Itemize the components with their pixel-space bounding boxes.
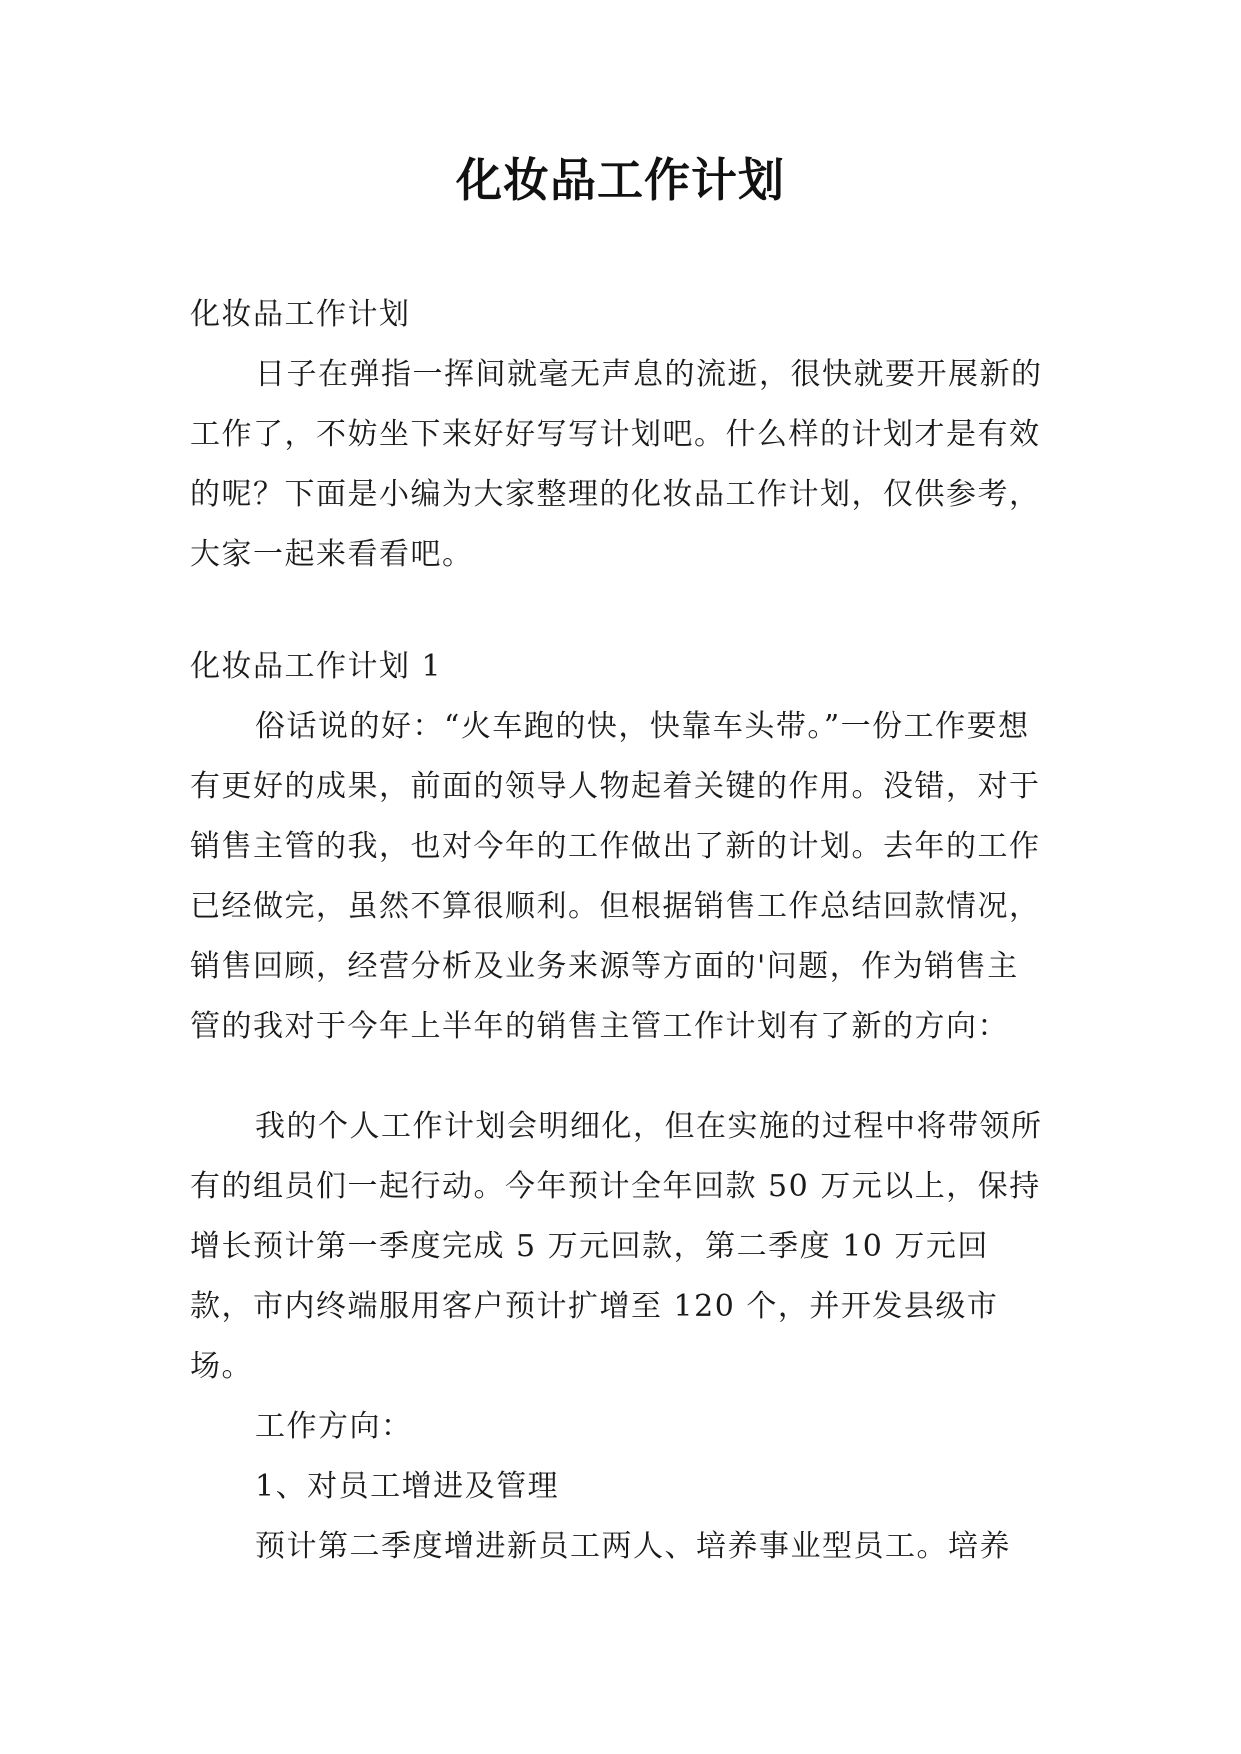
document-title: 化妆品工作计划 bbox=[456, 153, 785, 207]
section-heading: 化妆品工作计划 1 bbox=[190, 649, 443, 684]
work-direction-label: 工作方向： bbox=[255, 1409, 413, 1444]
list-item-text-1: 预计第二季度增进新员工两人、培养事业型员工。培养 bbox=[255, 1529, 1011, 1564]
intro-paragraph: 日子在弹指一挥间就毫无声息的流逝，很快就要开展新的工作了，不妨坐下来好好写写计划吧。什么样的计划才是有效的呢？下面是小编为大家整理的化妆品工作计划，仅供参考，大家一起来看看吧。 bbox=[190, 357, 1043, 572]
list-item-heading-1: 1、对员工增进及管理 bbox=[255, 1469, 560, 1504]
intro-heading: 化妆品工作计划 bbox=[190, 297, 411, 332]
body-paragraph-2: 我的个人工作计划会明细化，但在实施的过程中将带领所有的组员们一起行动。今年预计全年回款 50 万元以上，保持增长预计第一季度完成 5 万元回款，第二季度 10 万元回款，市内终端服用客户预计扩增至 120 个，并开发县级市场。 bbox=[190, 1109, 1043, 1384]
body-paragraph-1: 俗话说的好：“火车跑的快，快靠车头带。”一份工作要想有更好的成果，前面的领导人物起着关键的作用。没错，对于销售主管的我，也对今年的工作做出了新的计划。去年的工作已经做完，虽然不算很顺利。但根据销售工作总结回款情况，销售回顾，经营分析及业务来源等方面的'问题，作为销售主管的我对于今年上半年的销售主管工作计划有了新的方向： bbox=[190, 709, 1041, 1044]
